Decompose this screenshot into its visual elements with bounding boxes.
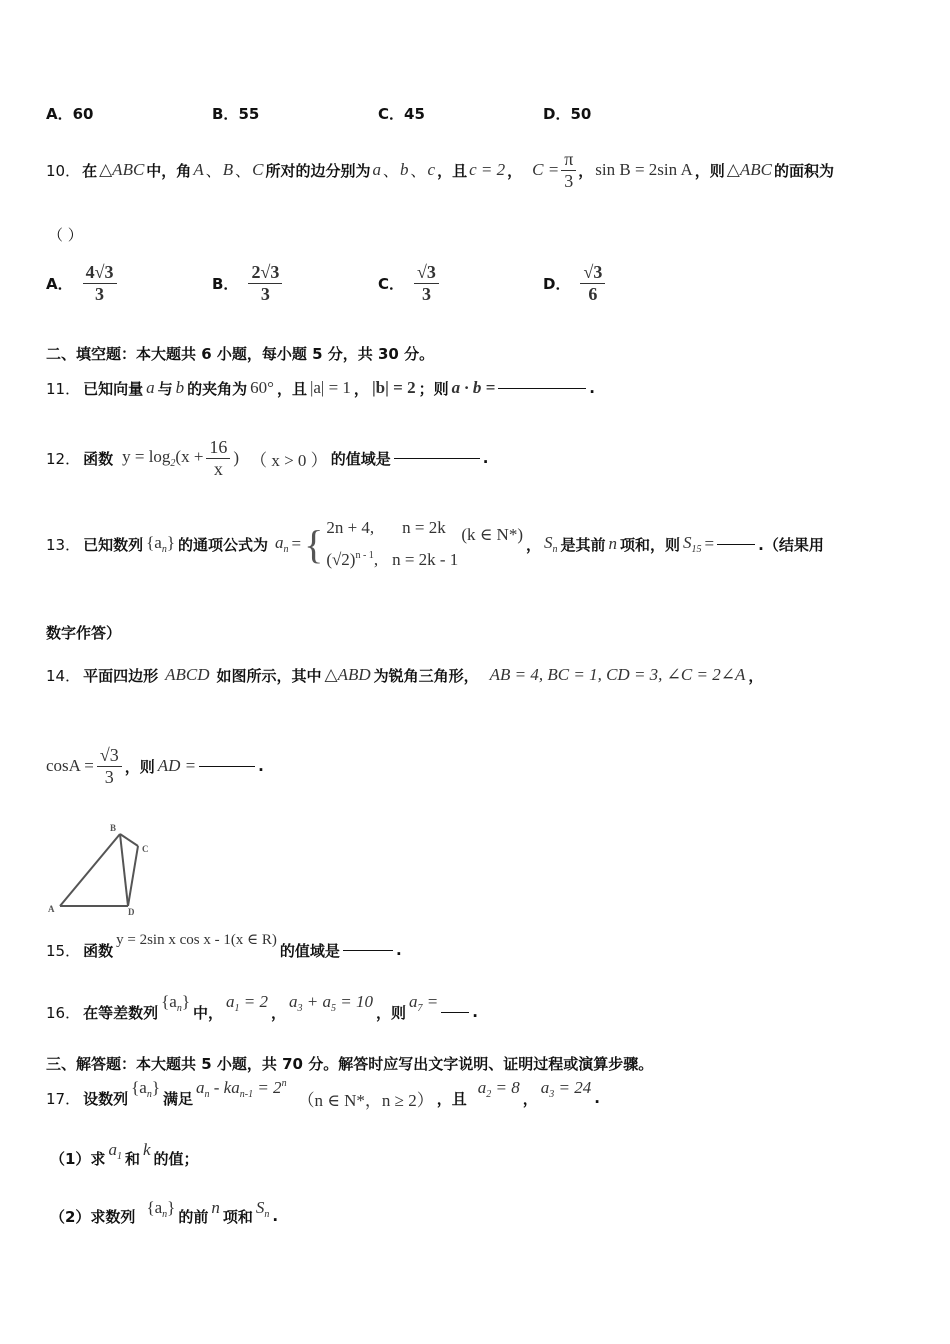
section-title-fill-in: 二、填空题：本大题共 6 小题，每小题 5 分，共 30 分。 [46, 345, 435, 363]
q10-stem: 10． 在 △ABC 中，角 A 、 B 、 C 所对的边分别为 a 、 b 、 c ，且 c = 2 ， C = $\frac{\pi}{3}$ ， sin B = 2sin A ，则 △ABC 的面积为 [46, 148, 834, 191]
q9-option-b: B．55 [212, 105, 260, 123]
q15: 15． 函数 y = 2sin x cos x - 1(x ∈ R) 的值域是 . [46, 932, 402, 960]
q17-part2: （2）求数列 $\{a_n\}$ 的前 n 项和 $S_n$ . [50, 1198, 279, 1226]
answer-blank[interactable] [343, 950, 393, 951]
label-a: A [48, 904, 55, 914]
q17-part1: （1）求 $a_1$ 和 k 的值； [50, 1140, 199, 1168]
q10-option-a: A． $\frac{4√3}{3}$ [46, 262, 117, 304]
q9-option-d: D．50 [543, 105, 592, 123]
q12: 12． 函数 $y = \log_2(x$ + $\frac{16}{x}$ ) （ x > 0 ） 的值域是 . [46, 436, 489, 479]
label-c: C [142, 844, 149, 854]
edge-bc [120, 834, 138, 846]
edge-cd [128, 846, 138, 906]
q17: 17． 设数列 $\{a_n\}$ 满足 $a_n - ka_{n-1} = 2^n$ （n ∈ N*，n ≥ 2） ，且 $a_2 = 8$ ， $a_3 = 24$ . [46, 1078, 600, 1110]
question-number: 10． [46, 161, 81, 180]
q14: 14． 平面四边形 ABCD 如图所示，其中 △ABD 为锐角三角形， AB = 4, BC = 1, CD = 3, ∠C = 2∠A ， [46, 665, 764, 685]
q13: 13． 已知数列 $\{a_n\}$ 的通项公式为 $a_n$ = { 2n + 4, n = 2k $(√2)^{n - 1}$, n = 2k - 1 (k ∈ N*) ， $S_n$ 是其前 n 项和，则 $S_{15}$ = .（结果用 [46, 518, 824, 569]
answer-blank[interactable] [717, 544, 755, 545]
q9-option-c: C．45 [378, 105, 425, 123]
label-d: D [128, 907, 135, 917]
answer-blank[interactable] [199, 766, 255, 767]
q10-option-b: B． $\frac{2√3}{3}$ [212, 262, 282, 304]
pi-over-3: $\frac{\pi}{3}$ [561, 149, 576, 191]
edge-ab [60, 834, 120, 906]
section-title-solutions: 三、解答题：本大题共 5 小题，共 70 分。解答时应写出文字说明、证明过程或演算步骤。 [46, 1055, 654, 1073]
piecewise-brace: { [304, 521, 324, 567]
q14-figure [40, 818, 170, 918]
q10-option-d: D． $\frac{√3}{6}$ [543, 262, 605, 304]
q10-option-c: C． $\frac{√3}{3}$ [378, 262, 439, 304]
q10-answer-paren: （ ） [48, 226, 83, 244]
label-b: B [110, 823, 117, 833]
piecewise-cases: 2n + 4, n = 2k $(√2)^{n - 1}$, n = 2k - 1 [326, 518, 459, 569]
q13-continuation: 数字作答） [46, 624, 122, 642]
q9-option-a: A．60 [46, 105, 94, 123]
answer-blank[interactable] [394, 458, 480, 459]
q14-cos: cosA = $\frac{√3}{3}$ ，则 AD = . [46, 744, 264, 787]
q11: 11． 已知向量 a 与 b 的夹角为 60° ，且 |a| = 1 ， |b| = 2 ；则 a · b = . [46, 378, 595, 398]
root3-over-3: $\frac{√3}{3}$ [97, 745, 122, 787]
answer-blank[interactable] [498, 388, 586, 389]
edge-bd [120, 834, 128, 906]
answer-blank[interactable] [441, 1012, 469, 1013]
sixteen-over-x: $\frac{16}{x}$ [206, 437, 230, 479]
q16: 16． 在等差数列 $\{a_n\}$ 中， $a_1 = 2$ ， $a_3 + a_5 = 10$ ，则 $a_7$ = . [46, 992, 478, 1022]
